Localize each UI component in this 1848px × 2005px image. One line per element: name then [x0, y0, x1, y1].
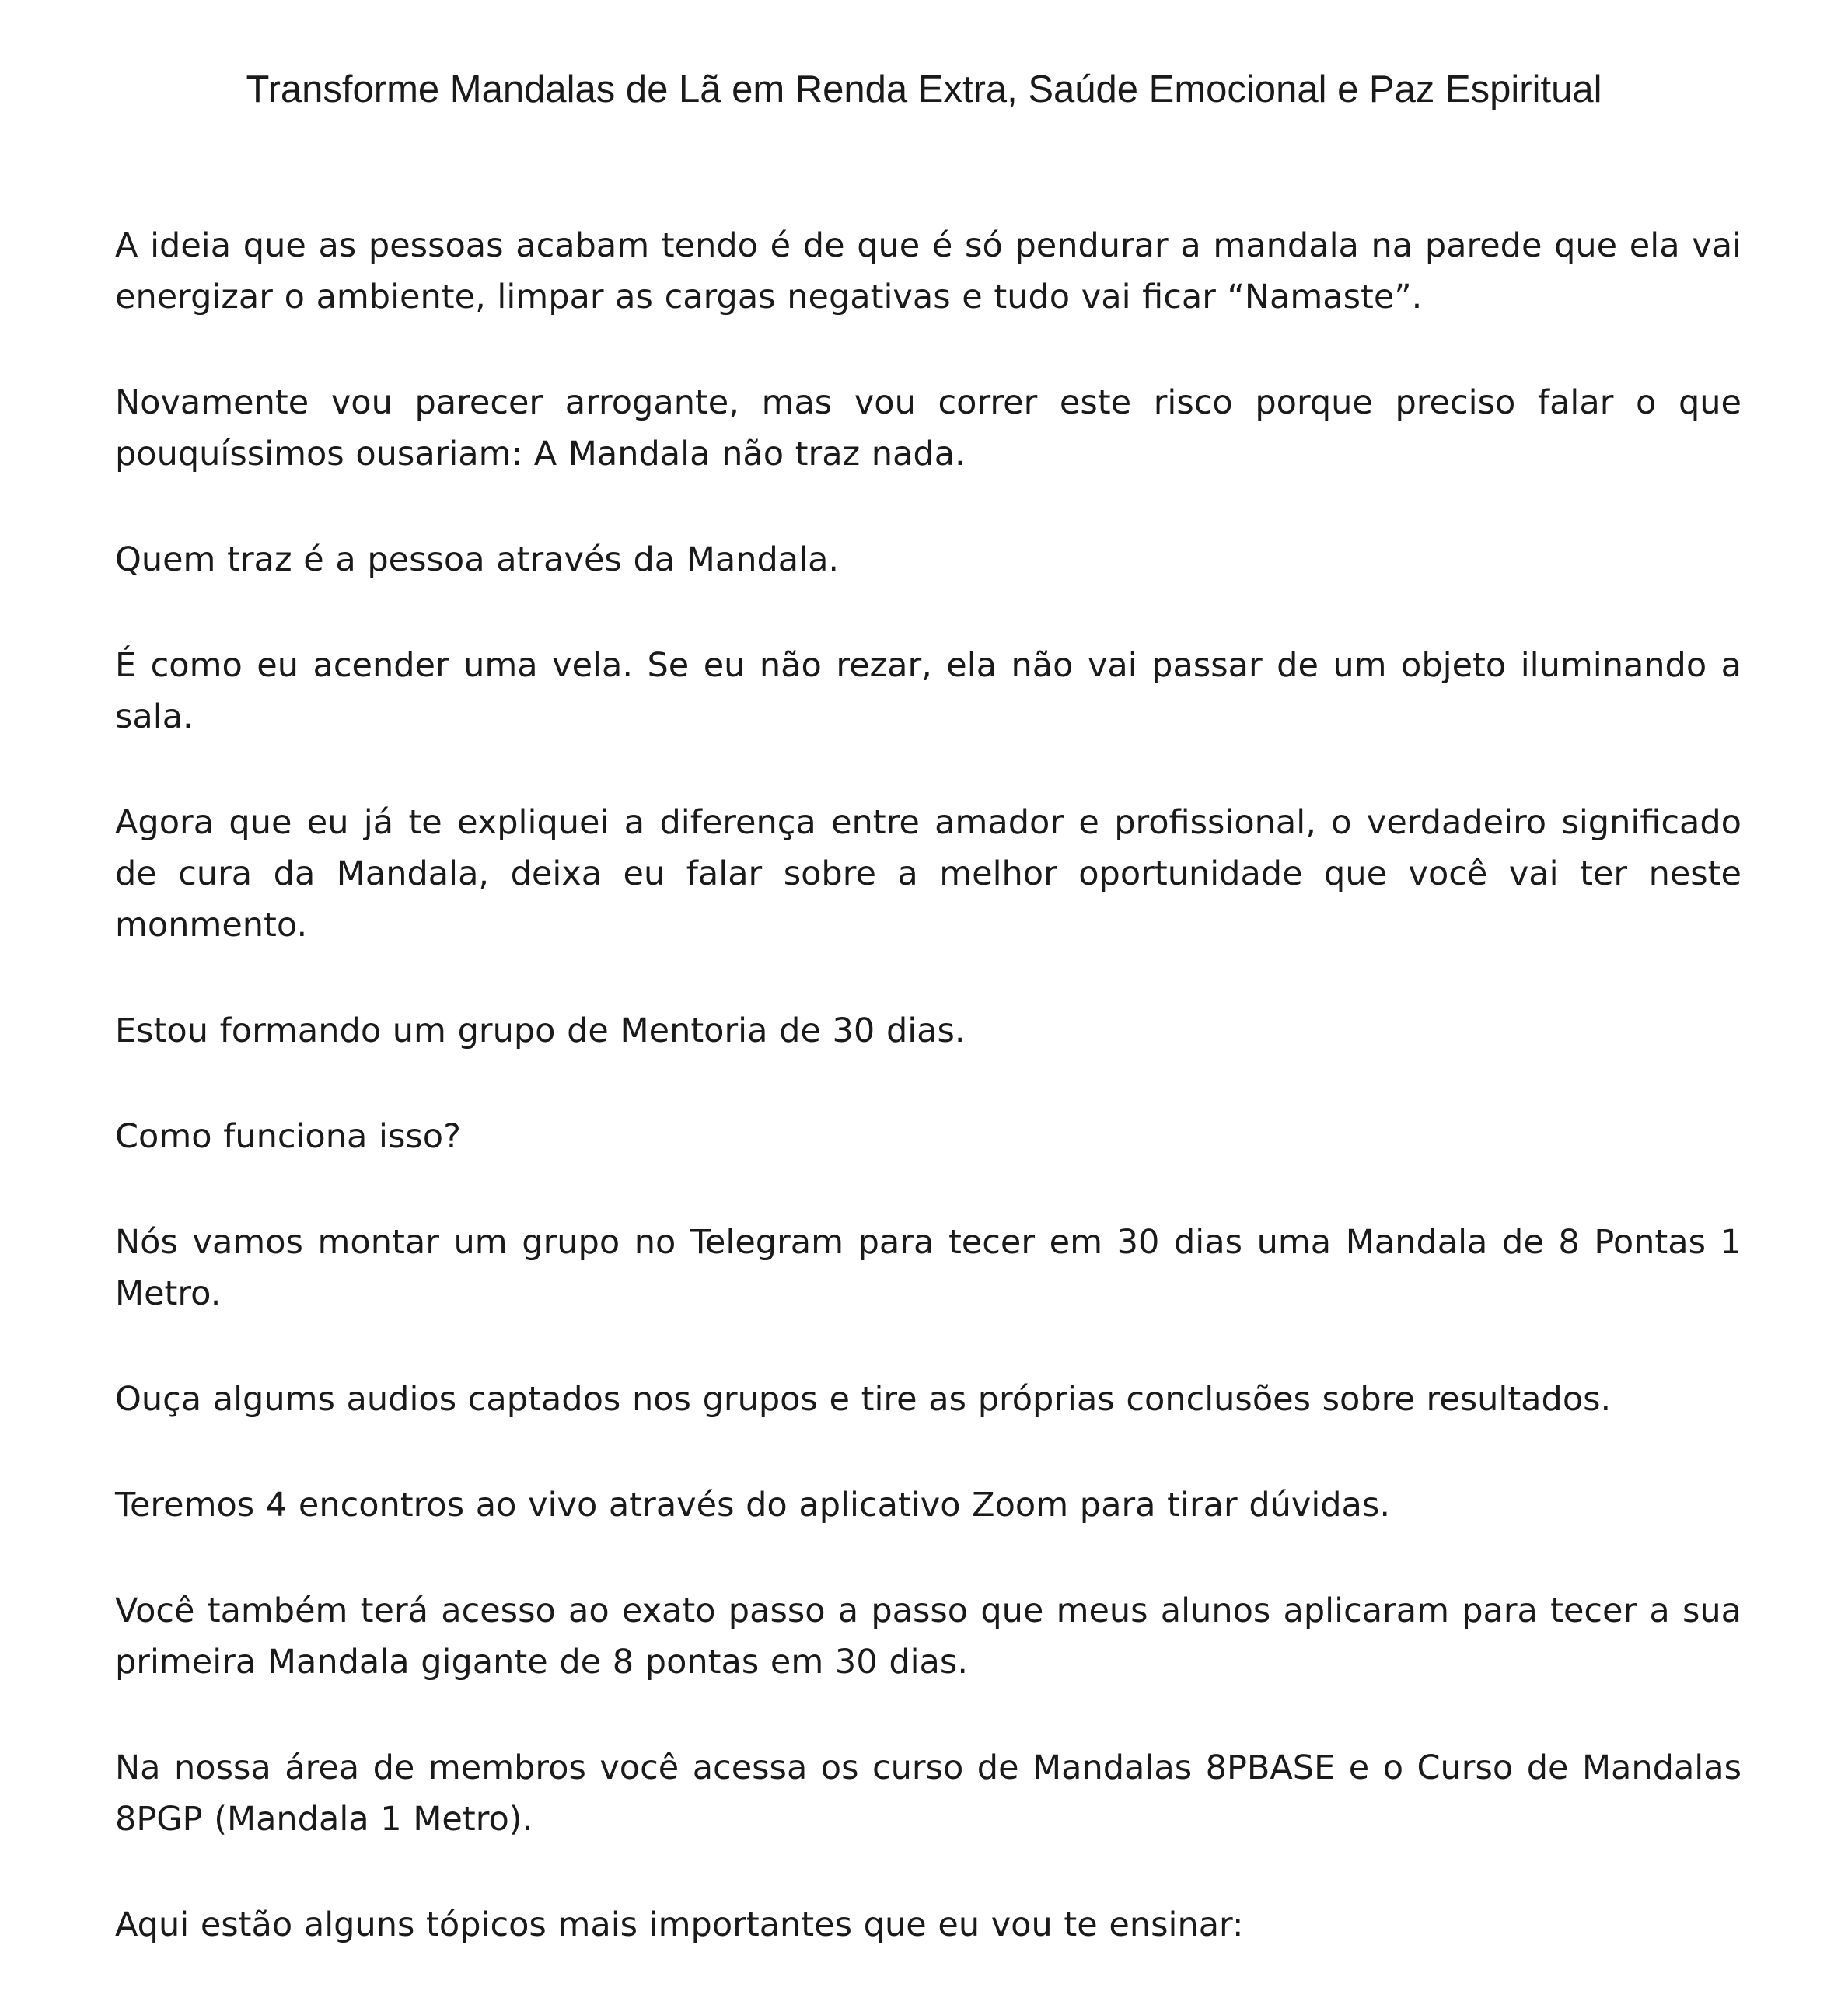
paragraph-11: Você também terá acesso ao exato passo a passo que meus alunos aplicaram para tecer a sua primeira Mandala gigante de 8 pontas em 30 dias. — [115, 1591, 1741, 1682]
paragraph-1: A ideia que as pessoas acabam tendo é de que é só pendurar a mandala na parede que ela vai energizar o ambiente, limpar as cargas negativas e tudo vai ficar “Namaste”. — [115, 226, 1741, 316]
paragraph-8: Nós vamos montar um grupo no Telegram para tecer em 30 dias uma Mandala de 8 Pontas 1 Metro. — [115, 1223, 1741, 1313]
paragraph-2: Novamente vou parecer arrogante, mas vou correr este risco porque preciso falar o que pouquíssimos ousariam: A Mandala não traz nada. — [115, 383, 1741, 473]
paragraph-7: Como funciona isso? — [115, 1117, 461, 1156]
page-title: Transforme Mandalas de Lã em Renda Extra, Saúde Emocional e Paz Espiritual — [246, 68, 1602, 110]
paragraph-13: Aqui estão alguns tópicos mais importantes que eu vou te ensinar: — [115, 1905, 1244, 1944]
paragraph-3: Quem traz é a pessoa através da Mandala. — [115, 540, 840, 579]
paragraph-9: Ouça algums audios captados nos grupos e tire as próprias conclusões sobre resultados. — [115, 1380, 1612, 1419]
paragraph-4: É como eu acender uma vela. Se eu não rezar, ela não vai passar de um objeto iluminando a sala. — [115, 646, 1741, 736]
paragraph-12: Na nossa área de membros você acessa os curso de Mandalas 8PBASE e o Curso de Mandalas 8PGP (Mandala 1 Metro). — [115, 1748, 1741, 1839]
paragraph-10: Teremos 4 encontros ao vivo através do aplicativo Zoom para tirar dúvidas. — [115, 1486, 1390, 1525]
document-body — [115, 220, 1741, 2005]
paragraph-5: Agora que eu já te expliquei a diferença entre amador e profissional, o verdadeiro significado de cura da Mandala, deixa eu falar sobre a melhor oportunidade que você vai ter neste monmento. — [115, 803, 1741, 945]
paragraph-6: Estou formando um grupo de Mentoria de 30 dias. — [115, 1011, 966, 1050]
